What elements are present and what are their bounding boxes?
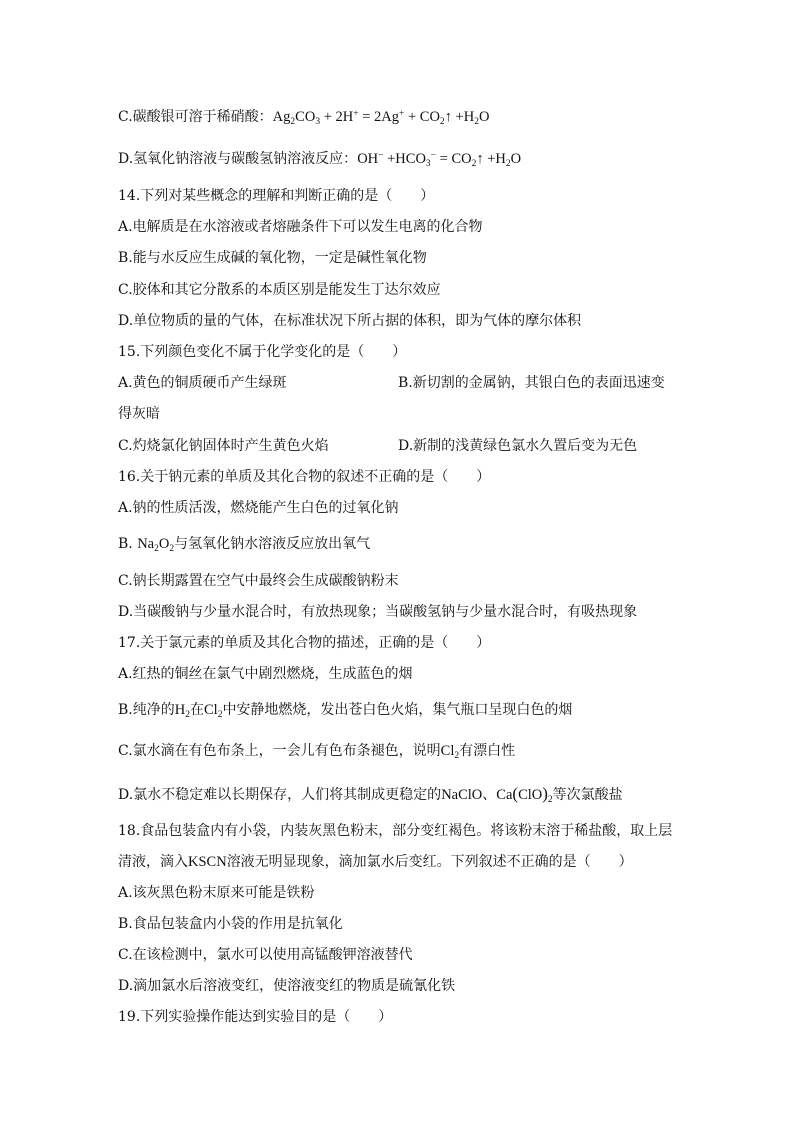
- q16-option-c: C.钠长期露置在空气中最终会生成碳酸钠粉末: [118, 573, 399, 589]
- q14-option-d: D.单位物质的量的气体，在标准状况下所占据的体积，即为气体的摩尔体积: [118, 313, 582, 329]
- q16-b-formula: $Na_2O_2$: [137, 536, 175, 554]
- q13-option-d: [118, 150, 676, 168]
- q13-d-text: D.氢氧化钠溶液与碳酸氢钠溶液反应：: [118, 151, 358, 167]
- q16-stem: 16.关于钠元素的单质及其化合物的叙述不正确的是（ ）: [118, 469, 491, 485]
- q17-d-caclo2: $Ca(ClO)_2$: [496, 784, 553, 805]
- q18-option-a: A.该灰黑色粉末原来可能是铁粉: [118, 885, 315, 901]
- q16-option-d: D.当碳酸钠与少量水混合时，有放热现象；当碳酸氢钠与少量水混合时，有吸热现象: [118, 604, 638, 620]
- q16-option-a: A.钠的性质活泼，燃烧能产生白色的过氧化钠: [118, 500, 399, 516]
- q17-c-cl2: $Cl_2$: [440, 743, 460, 761]
- q17-c-post: 有漂白性: [459, 743, 516, 759]
- q17-d-sep: 、: [482, 787, 497, 803]
- q15-stem: 15.下列颜色变化不属于化学变化的是（ ）: [118, 344, 407, 360]
- q14-option-a: A.电解质是在水溶液或者熔融条件下可以发生电离的化合物: [118, 219, 483, 235]
- q18-option-d: D.滴加氯水后溶液变红，使溶液变红的物质是硫氰化铁: [118, 978, 456, 994]
- q18-kscn: KSCN: [188, 854, 227, 870]
- q14-stem: 14.下列对某些概念的理解和判断正确的是（ ）: [118, 188, 435, 204]
- q15-option-b: B.新切割的金属钠，其银白色的表面迅速变: [398, 375, 665, 391]
- q17-b-cl2: $Cl_2$: [203, 702, 223, 720]
- q19-stem: 19.下列实验操作能达到实验目的是（ ）: [118, 1009, 393, 1025]
- q17-stem: 17.关于氯元素的单质及其化合物的描述，正确的是（ ）: [118, 635, 491, 651]
- q17-d-naclo: NaClO: [441, 787, 483, 803]
- q16-b-prefix: B.: [118, 536, 138, 552]
- q18-stem-line2: [118, 853, 676, 871]
- q17-option-b: [118, 701, 676, 719]
- q15-option-a: A.黄色的铜质硬币产生绿斑: [118, 375, 287, 391]
- q13-option-c: [118, 108, 676, 126]
- q13-c-text: C.碳酸银可溶于稀硝酸：: [118, 109, 273, 125]
- q14-option-c: C.胶体和其它分散系的本质区别是能发生丁达尔效应: [118, 282, 441, 298]
- q13-d-formula: $OH^- +HCO_3^-$ = $CO_2↑ +H_2O$: [357, 151, 522, 169]
- q17-option-d: [118, 785, 676, 804]
- q17-b-mid: 在: [189, 702, 204, 718]
- q15-option-c: C.灼烧氯化钠固体时产生黄色火焰: [118, 438, 329, 454]
- q13-c-formula: $Ag_2CO_3 + 2H^+ = 2Ag^+$ + $CO_2↑ +H_2O$: [272, 109, 490, 127]
- q17-d-pre: D.氯水不稳定难以长期保存，人们将其制成更稳定的: [118, 787, 442, 803]
- q17-c-pre: C.氯水滴在有色布条上，一会儿有色布条褪色，说明: [118, 743, 441, 759]
- q18-stem2-post: 溶液无明显现象，滴加氯水后变红。下列叙述不正确的是（ ）: [226, 854, 633, 870]
- q14-option-b: B.能与水反应生成碱的氧化物，一定是碱性氧化物: [118, 250, 427, 266]
- q17-option-c: [118, 742, 676, 760]
- q17-option-a: A.红热的铜丝在氯气中剧烈燃烧，生成蓝色的烟: [118, 666, 413, 682]
- q17-d-post: 等次氯酸盐: [552, 787, 623, 803]
- q17-b-h2: $H_2$: [174, 702, 190, 720]
- q17-b-pre: B.纯净的: [118, 702, 175, 718]
- q15-option-b-cont: 得灰暗: [118, 406, 160, 422]
- q15-row-ab: [118, 374, 676, 392]
- q16-option-b: [118, 535, 676, 553]
- q18-stem-line1: 18.食品包装盒内有小袋，内装灰黑色粉末，部分变红褐色。将该粉末溶于稀盐酸，取上层: [118, 823, 673, 839]
- q15-option-d: D.新制的浅黄绿色氯水久置后变为无色: [398, 438, 638, 454]
- q17-b-post: 中安静地燃烧，发出苍白色火焰，集气瓶口呈现白色的烟: [222, 702, 573, 718]
- q18-option-b: B.食品包装盒内小袋的作用是抗氧化: [118, 916, 343, 932]
- q15-row-cd: [118, 437, 676, 455]
- q18-option-c: C.在该检测中，氯水可以使用高锰酸钾溶液替代: [118, 947, 413, 963]
- q16-b-suffix: 与氢氧化钠水溶液反应放出氧气: [174, 536, 371, 552]
- q18-stem2-pre: 清液，滴入: [118, 854, 188, 870]
